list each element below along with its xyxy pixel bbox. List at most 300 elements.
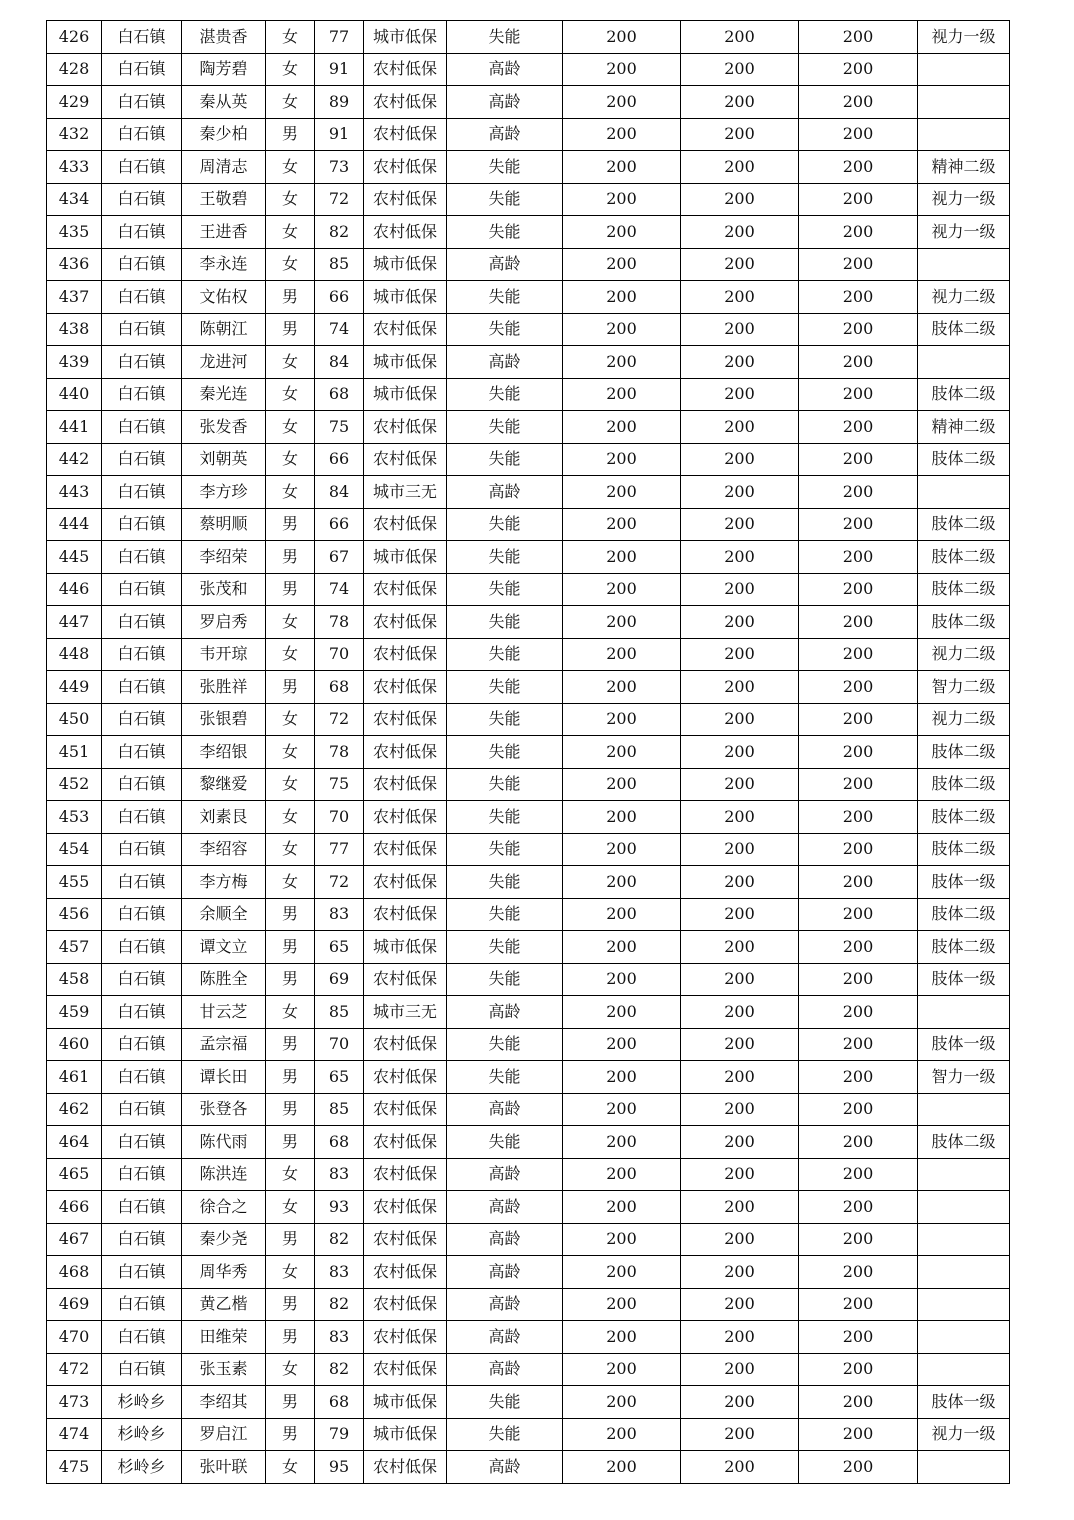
care-type-cell: 失能 bbox=[447, 313, 563, 346]
gender-cell: 女 bbox=[266, 768, 315, 801]
person-name-cell: 秦少柏 bbox=[182, 118, 266, 151]
subsidy-amount-1-cell: 200 bbox=[563, 1126, 681, 1159]
assistance-category-cell: 城市低保 bbox=[364, 541, 447, 574]
assistance-category-cell: 农村低保 bbox=[364, 1061, 447, 1094]
row-number-cell: 436 bbox=[47, 248, 102, 281]
subsidy-amount-1-cell: 200 bbox=[563, 183, 681, 216]
age-cell: 84 bbox=[315, 476, 364, 509]
subsidy-amount-1-cell: 200 bbox=[563, 346, 681, 379]
care-type-cell: 失能 bbox=[447, 638, 563, 671]
subsidy-amount-2-cell: 200 bbox=[681, 931, 799, 964]
gender-cell: 男 bbox=[266, 1061, 315, 1094]
subsidy-amount-3-cell: 200 bbox=[799, 1061, 918, 1094]
subsidy-amount-1-cell: 200 bbox=[563, 541, 681, 574]
gender-cell: 女 bbox=[266, 703, 315, 736]
assistance-category-cell: 农村低保 bbox=[364, 1158, 447, 1191]
row-number-cell: 475 bbox=[47, 1451, 102, 1484]
township-cell: 白石镇 bbox=[102, 898, 182, 931]
age-cell: 93 bbox=[315, 1191, 364, 1224]
table-row bbox=[47, 443, 1010, 476]
subsidy-amount-2-cell: 200 bbox=[681, 996, 799, 1029]
table-row bbox=[47, 86, 1010, 119]
care-type-cell: 失能 bbox=[447, 183, 563, 216]
gender-cell: 男 bbox=[266, 1126, 315, 1159]
subsidy-amount-2-cell: 200 bbox=[681, 573, 799, 606]
care-type-cell: 高龄 bbox=[447, 346, 563, 379]
township-cell: 白石镇 bbox=[102, 996, 182, 1029]
care-type-cell: 失能 bbox=[447, 281, 563, 314]
subsidy-amount-1-cell: 200 bbox=[563, 801, 681, 834]
age-cell: 72 bbox=[315, 866, 364, 899]
subsidy-amount-3-cell: 200 bbox=[799, 151, 918, 184]
care-type-cell: 高龄 bbox=[447, 996, 563, 1029]
care-type-cell: 失能 bbox=[447, 411, 563, 444]
age-cell: 89 bbox=[315, 86, 364, 119]
subsidy-amount-3-cell: 200 bbox=[799, 573, 918, 606]
subsidy-amount-1-cell: 200 bbox=[563, 248, 681, 281]
township-cell: 白石镇 bbox=[102, 931, 182, 964]
subsidy-amount-2-cell: 200 bbox=[681, 1256, 799, 1289]
row-number-cell: 470 bbox=[47, 1321, 102, 1354]
subsidy-amount-2-cell: 200 bbox=[681, 86, 799, 119]
row-number-cell: 467 bbox=[47, 1223, 102, 1256]
person-name-cell: 李绍荣 bbox=[182, 541, 266, 574]
table-row bbox=[47, 1321, 1010, 1354]
age-cell: 85 bbox=[315, 1093, 364, 1126]
row-number-cell: 437 bbox=[47, 281, 102, 314]
disability-level-cell: 视力二级 bbox=[918, 703, 1010, 736]
table-row bbox=[47, 313, 1010, 346]
subsidy-amount-2-cell: 200 bbox=[681, 963, 799, 996]
disability-level-cell: 精神二级 bbox=[918, 151, 1010, 184]
subsidy-amount-2-cell: 200 bbox=[681, 1093, 799, 1126]
table-row bbox=[47, 898, 1010, 931]
township-cell: 白石镇 bbox=[102, 118, 182, 151]
person-name-cell: 秦从英 bbox=[182, 86, 266, 119]
subsidy-amount-2-cell: 200 bbox=[681, 508, 799, 541]
care-type-cell: 失能 bbox=[447, 671, 563, 704]
row-number-cell: 433 bbox=[47, 151, 102, 184]
subsidy-amount-3-cell: 200 bbox=[799, 541, 918, 574]
subsidy-amount-1-cell: 200 bbox=[563, 931, 681, 964]
subsidy-amount-1-cell: 200 bbox=[563, 86, 681, 119]
assistance-category-cell: 农村低保 bbox=[364, 1028, 447, 1061]
table-row bbox=[47, 541, 1010, 574]
subsidy-amount-1-cell: 200 bbox=[563, 411, 681, 444]
subsidy-amount-2-cell: 200 bbox=[681, 183, 799, 216]
assistance-category-cell: 城市低保 bbox=[364, 21, 447, 54]
person-name-cell: 陈洪连 bbox=[182, 1158, 266, 1191]
person-name-cell: 龙进河 bbox=[182, 346, 266, 379]
age-cell: 85 bbox=[315, 996, 364, 1029]
assistance-category-cell: 农村低保 bbox=[364, 151, 447, 184]
subsidy-amount-1-cell: 200 bbox=[563, 768, 681, 801]
subsidy-amount-2-cell: 200 bbox=[681, 671, 799, 704]
table-row bbox=[47, 1093, 1010, 1126]
table-row bbox=[47, 476, 1010, 509]
township-cell: 杉岭乡 bbox=[102, 1418, 182, 1451]
subsidy-amount-2-cell: 200 bbox=[681, 151, 799, 184]
row-number-cell: 442 bbox=[47, 443, 102, 476]
care-type-cell: 失能 bbox=[447, 866, 563, 899]
assistance-category-cell: 城市低保 bbox=[364, 1386, 447, 1419]
age-cell: 68 bbox=[315, 1126, 364, 1159]
assistance-category-cell: 农村低保 bbox=[364, 963, 447, 996]
table-row bbox=[47, 151, 1010, 184]
age-cell: 73 bbox=[315, 151, 364, 184]
age-cell: 79 bbox=[315, 1418, 364, 1451]
row-number-cell: 441 bbox=[47, 411, 102, 444]
disability-level-cell bbox=[918, 346, 1010, 379]
subsidy-amount-3-cell: 200 bbox=[799, 183, 918, 216]
gender-cell: 男 bbox=[266, 313, 315, 346]
disability-level-cell bbox=[918, 1223, 1010, 1256]
care-type-cell: 失能 bbox=[447, 931, 563, 964]
township-cell: 白石镇 bbox=[102, 1028, 182, 1061]
township-cell: 白石镇 bbox=[102, 866, 182, 899]
person-name-cell: 李方珍 bbox=[182, 476, 266, 509]
care-type-cell: 失能 bbox=[447, 1386, 563, 1419]
subsidy-amount-1-cell: 200 bbox=[563, 216, 681, 249]
row-number-cell: 461 bbox=[47, 1061, 102, 1094]
row-number-cell: 458 bbox=[47, 963, 102, 996]
age-cell: 85 bbox=[315, 248, 364, 281]
subsidy-amount-2-cell: 200 bbox=[681, 1126, 799, 1159]
row-number-cell: 434 bbox=[47, 183, 102, 216]
person-name-cell: 徐合之 bbox=[182, 1191, 266, 1224]
gender-cell: 女 bbox=[266, 378, 315, 411]
table-row bbox=[47, 1158, 1010, 1191]
person-name-cell: 李绍银 bbox=[182, 736, 266, 769]
subsidy-amount-1-cell: 200 bbox=[563, 1158, 681, 1191]
care-type-cell: 失能 bbox=[447, 508, 563, 541]
subsidy-amount-3-cell: 200 bbox=[799, 1191, 918, 1224]
table-row bbox=[47, 1451, 1010, 1484]
table-row bbox=[47, 833, 1010, 866]
gender-cell: 女 bbox=[266, 86, 315, 119]
assistance-category-cell: 城市低保 bbox=[364, 1418, 447, 1451]
subsidy-amount-1-cell: 200 bbox=[563, 281, 681, 314]
disability-level-cell: 肢体二级 bbox=[918, 313, 1010, 346]
subsidy-amount-3-cell: 200 bbox=[799, 216, 918, 249]
assistance-category-cell: 农村低保 bbox=[364, 703, 447, 736]
subsidy-amount-2-cell: 200 bbox=[681, 1028, 799, 1061]
age-cell: 65 bbox=[315, 1061, 364, 1094]
subsidy-amount-3-cell: 200 bbox=[799, 1126, 918, 1159]
subsidy-amount-2-cell: 200 bbox=[681, 703, 799, 736]
subsidy-amount-2-cell: 200 bbox=[681, 118, 799, 151]
disability-level-cell: 肢体二级 bbox=[918, 378, 1010, 411]
disability-level-cell: 肢体二级 bbox=[918, 1126, 1010, 1159]
assistance-category-cell: 农村低保 bbox=[364, 638, 447, 671]
subsidy-amount-3-cell: 200 bbox=[799, 1223, 918, 1256]
subsidy-amount-1-cell: 200 bbox=[563, 736, 681, 769]
assistance-category-cell: 农村低保 bbox=[364, 118, 447, 151]
township-cell: 白石镇 bbox=[102, 476, 182, 509]
care-type-cell: 高龄 bbox=[447, 1223, 563, 1256]
township-cell: 白石镇 bbox=[102, 541, 182, 574]
disability-level-cell: 视力一级 bbox=[918, 1418, 1010, 1451]
gender-cell: 女 bbox=[266, 833, 315, 866]
assistance-category-cell: 农村低保 bbox=[364, 313, 447, 346]
table-row bbox=[47, 216, 1010, 249]
person-name-cell: 谭文立 bbox=[182, 931, 266, 964]
disability-level-cell: 精神二级 bbox=[918, 411, 1010, 444]
gender-cell: 男 bbox=[266, 931, 315, 964]
assistance-category-cell: 城市低保 bbox=[364, 378, 447, 411]
row-number-cell: 432 bbox=[47, 118, 102, 151]
care-type-cell: 失能 bbox=[447, 963, 563, 996]
subsidy-amount-3-cell: 200 bbox=[799, 768, 918, 801]
table-row bbox=[47, 996, 1010, 1029]
subsidy-amount-3-cell: 200 bbox=[799, 703, 918, 736]
care-type-cell: 高龄 bbox=[447, 1256, 563, 1289]
gender-cell: 男 bbox=[266, 1093, 315, 1126]
table-row bbox=[47, 1191, 1010, 1224]
township-cell: 白石镇 bbox=[102, 411, 182, 444]
table-row bbox=[47, 866, 1010, 899]
subsidy-amount-1-cell: 200 bbox=[563, 1353, 681, 1386]
care-type-cell: 失能 bbox=[447, 703, 563, 736]
subsidy-amount-2-cell: 200 bbox=[681, 541, 799, 574]
care-type-cell: 高龄 bbox=[447, 1288, 563, 1321]
care-type-cell: 失能 bbox=[447, 801, 563, 834]
assistance-category-cell: 城市低保 bbox=[364, 248, 447, 281]
subsidy-amount-1-cell: 200 bbox=[563, 1386, 681, 1419]
subsidy-amount-2-cell: 200 bbox=[681, 313, 799, 346]
township-cell: 白石镇 bbox=[102, 638, 182, 671]
subsidy-amount-3-cell: 200 bbox=[799, 86, 918, 119]
gender-cell: 男 bbox=[266, 1386, 315, 1419]
age-cell: 77 bbox=[315, 21, 364, 54]
person-name-cell: 李绍容 bbox=[182, 833, 266, 866]
row-number-cell: 457 bbox=[47, 931, 102, 964]
township-cell: 白石镇 bbox=[102, 346, 182, 379]
age-cell: 70 bbox=[315, 1028, 364, 1061]
row-number-cell: 443 bbox=[47, 476, 102, 509]
table-row bbox=[47, 573, 1010, 606]
subsidy-amount-3-cell: 200 bbox=[799, 866, 918, 899]
disability-level-cell: 肢体二级 bbox=[918, 898, 1010, 931]
subsidy-amount-3-cell: 200 bbox=[799, 1288, 918, 1321]
table-row bbox=[47, 346, 1010, 379]
subsidy-amount-3-cell: 200 bbox=[799, 443, 918, 476]
subsidy-amount-2-cell: 200 bbox=[681, 1451, 799, 1484]
subsidy-amount-2-cell: 200 bbox=[681, 638, 799, 671]
table-row bbox=[47, 118, 1010, 151]
row-number-cell: 448 bbox=[47, 638, 102, 671]
assistance-category-cell: 农村低保 bbox=[364, 768, 447, 801]
subsidy-amount-3-cell: 200 bbox=[799, 21, 918, 54]
care-type-cell: 高龄 bbox=[447, 248, 563, 281]
township-cell: 白石镇 bbox=[102, 313, 182, 346]
row-number-cell: 429 bbox=[47, 86, 102, 119]
subsidy-amount-3-cell: 200 bbox=[799, 638, 918, 671]
gender-cell: 男 bbox=[266, 1418, 315, 1451]
assistance-category-cell: 农村低保 bbox=[364, 411, 447, 444]
assistance-category-cell: 农村低保 bbox=[364, 1093, 447, 1126]
person-name-cell: 张银碧 bbox=[182, 703, 266, 736]
assistance-category-cell: 农村低保 bbox=[364, 1353, 447, 1386]
subsidy-amount-1-cell: 200 bbox=[563, 833, 681, 866]
disability-level-cell: 肢体二级 bbox=[918, 508, 1010, 541]
disability-level-cell: 肢体一级 bbox=[918, 1386, 1010, 1419]
gender-cell: 女 bbox=[266, 606, 315, 639]
subsidy-amount-1-cell: 200 bbox=[563, 1418, 681, 1451]
subsidy-amount-3-cell: 200 bbox=[799, 1158, 918, 1191]
subsidy-amount-1-cell: 200 bbox=[563, 21, 681, 54]
subsidy-amount-3-cell: 200 bbox=[799, 248, 918, 281]
row-number-cell: 456 bbox=[47, 898, 102, 931]
care-type-cell: 失能 bbox=[447, 216, 563, 249]
age-cell: 82 bbox=[315, 1353, 364, 1386]
subsidy-amount-3-cell: 200 bbox=[799, 1093, 918, 1126]
disability-level-cell bbox=[918, 1451, 1010, 1484]
person-name-cell: 张胜祥 bbox=[182, 671, 266, 704]
assistance-category-cell: 农村低保 bbox=[364, 1256, 447, 1289]
person-name-cell: 李绍其 bbox=[182, 1386, 266, 1419]
gender-cell: 女 bbox=[266, 736, 315, 769]
subsidy-amount-3-cell: 200 bbox=[799, 898, 918, 931]
subsidy-amount-2-cell: 200 bbox=[681, 216, 799, 249]
care-type-cell: 高龄 bbox=[447, 1321, 563, 1354]
gender-cell: 女 bbox=[266, 1256, 315, 1289]
care-type-cell: 失能 bbox=[447, 378, 563, 411]
care-type-cell: 高龄 bbox=[447, 86, 563, 119]
subsidy-amount-3-cell: 200 bbox=[799, 313, 918, 346]
care-type-cell: 失能 bbox=[447, 1126, 563, 1159]
subsidy-amount-1-cell: 200 bbox=[563, 118, 681, 151]
township-cell: 白石镇 bbox=[102, 378, 182, 411]
township-cell: 白石镇 bbox=[102, 671, 182, 704]
disability-level-cell bbox=[918, 1158, 1010, 1191]
township-cell: 白石镇 bbox=[102, 21, 182, 54]
person-name-cell: 罗启江 bbox=[182, 1418, 266, 1451]
disability-level-cell bbox=[918, 476, 1010, 509]
care-type-cell: 高龄 bbox=[447, 1158, 563, 1191]
table-row bbox=[47, 411, 1010, 444]
age-cell: 83 bbox=[315, 1158, 364, 1191]
subsidy-amount-1-cell: 200 bbox=[563, 866, 681, 899]
assistance-category-cell: 农村低保 bbox=[364, 736, 447, 769]
age-cell: 91 bbox=[315, 53, 364, 86]
row-number-cell: 468 bbox=[47, 1256, 102, 1289]
table-row bbox=[47, 768, 1010, 801]
person-name-cell: 张发香 bbox=[182, 411, 266, 444]
subsidy-table bbox=[46, 20, 1010, 1484]
subsidy-amount-2-cell: 200 bbox=[681, 768, 799, 801]
disability-level-cell: 视力一级 bbox=[918, 183, 1010, 216]
care-type-cell: 高龄 bbox=[447, 53, 563, 86]
row-number-cell: 453 bbox=[47, 801, 102, 834]
row-number-cell: 464 bbox=[47, 1126, 102, 1159]
person-name-cell: 罗启秀 bbox=[182, 606, 266, 639]
gender-cell: 女 bbox=[266, 638, 315, 671]
township-cell: 白石镇 bbox=[102, 1061, 182, 1094]
row-number-cell: 449 bbox=[47, 671, 102, 704]
age-cell: 95 bbox=[315, 1451, 364, 1484]
person-name-cell: 李永连 bbox=[182, 248, 266, 281]
age-cell: 84 bbox=[315, 346, 364, 379]
township-cell: 白石镇 bbox=[102, 963, 182, 996]
gender-cell: 男 bbox=[266, 573, 315, 606]
person-name-cell: 陶芳碧 bbox=[182, 53, 266, 86]
subsidy-amount-1-cell: 200 bbox=[563, 1061, 681, 1094]
subsidy-amount-2-cell: 200 bbox=[681, 346, 799, 379]
gender-cell: 男 bbox=[266, 1028, 315, 1061]
person-name-cell: 刘素艮 bbox=[182, 801, 266, 834]
gender-cell: 男 bbox=[266, 1288, 315, 1321]
subsidy-amount-2-cell: 200 bbox=[681, 53, 799, 86]
township-cell: 白石镇 bbox=[102, 1353, 182, 1386]
gender-cell: 男 bbox=[266, 671, 315, 704]
care-type-cell: 失能 bbox=[447, 736, 563, 769]
subsidy-amount-3-cell: 200 bbox=[799, 736, 918, 769]
gender-cell: 女 bbox=[266, 21, 315, 54]
assistance-category-cell: 农村低保 bbox=[364, 443, 447, 476]
assistance-category-cell: 农村低保 bbox=[364, 508, 447, 541]
age-cell: 66 bbox=[315, 508, 364, 541]
township-cell: 白石镇 bbox=[102, 508, 182, 541]
disability-level-cell: 视力二级 bbox=[918, 638, 1010, 671]
row-number-cell: 447 bbox=[47, 606, 102, 639]
person-name-cell: 秦少尧 bbox=[182, 1223, 266, 1256]
person-name-cell: 周清志 bbox=[182, 151, 266, 184]
assistance-category-cell: 城市三无 bbox=[364, 476, 447, 509]
subsidy-amount-1-cell: 200 bbox=[563, 378, 681, 411]
person-name-cell: 黎继爱 bbox=[182, 768, 266, 801]
table-row bbox=[47, 1256, 1010, 1289]
age-cell: 83 bbox=[315, 1256, 364, 1289]
subsidy-amount-2-cell: 200 bbox=[681, 801, 799, 834]
subsidy-amount-2-cell: 200 bbox=[681, 1321, 799, 1354]
gender-cell: 女 bbox=[266, 411, 315, 444]
disability-level-cell: 肢体二级 bbox=[918, 541, 1010, 574]
care-type-cell: 高龄 bbox=[447, 476, 563, 509]
subsidy-amount-1-cell: 200 bbox=[563, 508, 681, 541]
row-number-cell: 455 bbox=[47, 866, 102, 899]
row-number-cell: 462 bbox=[47, 1093, 102, 1126]
township-cell: 白石镇 bbox=[102, 573, 182, 606]
age-cell: 65 bbox=[315, 931, 364, 964]
assistance-category-cell: 农村低保 bbox=[364, 833, 447, 866]
subsidy-amount-3-cell: 200 bbox=[799, 346, 918, 379]
care-type-cell: 失能 bbox=[447, 768, 563, 801]
care-type-cell: 失能 bbox=[447, 1061, 563, 1094]
disability-level-cell: 肢体二级 bbox=[918, 573, 1010, 606]
assistance-category-cell: 城市低保 bbox=[364, 931, 447, 964]
subsidy-amount-1-cell: 200 bbox=[563, 1191, 681, 1224]
person-name-cell: 黄乙楷 bbox=[182, 1288, 266, 1321]
age-cell: 78 bbox=[315, 736, 364, 769]
subsidy-amount-3-cell: 200 bbox=[799, 671, 918, 704]
disability-level-cell: 肢体二级 bbox=[918, 833, 1010, 866]
care-type-cell: 失能 bbox=[447, 151, 563, 184]
person-name-cell: 刘朝英 bbox=[182, 443, 266, 476]
disability-level-cell bbox=[918, 118, 1010, 151]
subsidy-amount-2-cell: 200 bbox=[681, 411, 799, 444]
age-cell: 75 bbox=[315, 768, 364, 801]
disability-level-cell: 肢体二级 bbox=[918, 931, 1010, 964]
assistance-category-cell: 农村低保 bbox=[364, 1223, 447, 1256]
age-cell: 68 bbox=[315, 671, 364, 704]
subsidy-amount-3-cell: 200 bbox=[799, 1353, 918, 1386]
township-cell: 白石镇 bbox=[102, 1191, 182, 1224]
disability-level-cell: 视力一级 bbox=[918, 216, 1010, 249]
care-type-cell: 失能 bbox=[447, 21, 563, 54]
row-number-cell: 438 bbox=[47, 313, 102, 346]
subsidy-amount-2-cell: 200 bbox=[681, 898, 799, 931]
